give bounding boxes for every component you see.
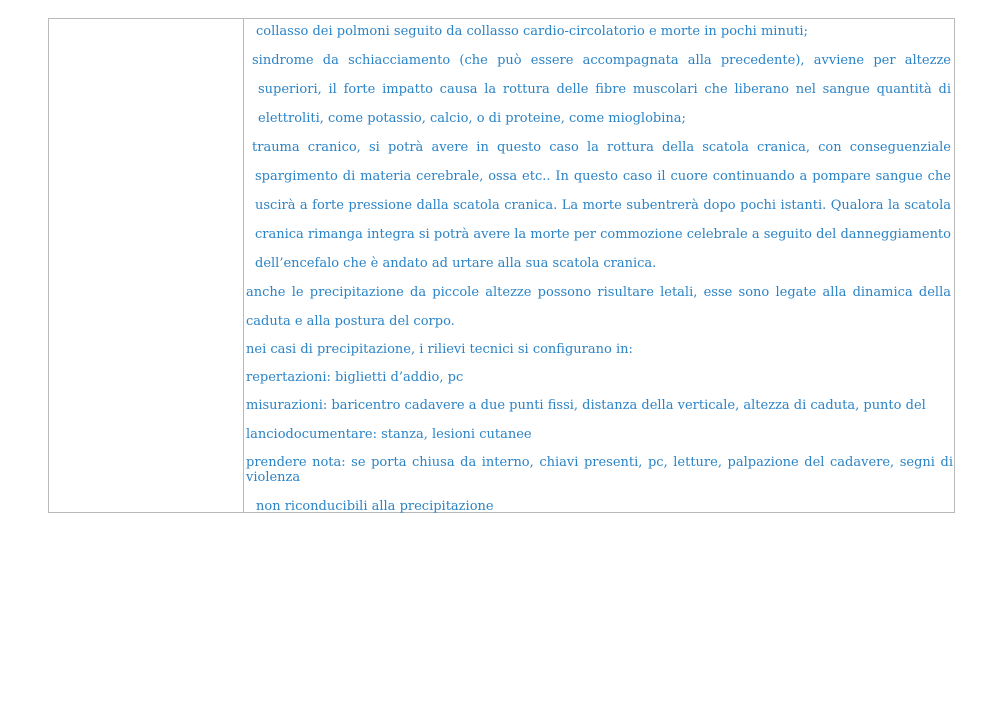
text-line: nei casi di precipitazione, i rilievi tecnici si configurano in:: [246, 342, 633, 357]
text-line: anche le precipitazione da piccole altezze possono risultare letali, esse sono legate alla dinamica della: [246, 285, 951, 300]
text-line: trauma cranico, si potrà avere in questo caso la rottura della scatola cranica, con conseguenziale: [252, 140, 951, 155]
text-line: lanciodocumentare: stanza, lesioni cutanee: [246, 427, 532, 442]
text-line: superiori, il forte impatto causa la rottura delle fibre muscolari che liberano nel sangue quantità di: [258, 82, 951, 97]
text-line: cranica rimanga integra si potrà avere la morte per commozione celebrale a seguito del danneggiamento: [255, 227, 951, 242]
text-line: uscirà a forte pressione dalla scatola cranica. La morte subentrerà dopo pochi istanti. Qualora la scatola: [255, 198, 951, 213]
text-line: violenza: [246, 470, 301, 485]
text-line: collasso dei polmoni seguito da collasso cardio-circolatorio e morte in pochi minuti;: [256, 24, 808, 39]
table-left-cell: [49, 19, 244, 512]
text-line: spargimento di materia cerebrale, ossa etc.. In questo caso il cuore continuando a pompare sangue che: [255, 169, 951, 184]
document-table: [48, 18, 955, 513]
text-line: non riconducibili alla precipitazione: [256, 499, 494, 514]
text-line: elettroliti, come potassio, calcio, o di proteine, come mioglobina;: [258, 111, 686, 126]
text-line: caduta e alla postura del corpo.: [246, 314, 455, 329]
text-line: sindrome da schiacciamento (che può essere accompagnata alla precedente), avviene per altezze: [252, 53, 951, 68]
text-line: prendere nota: se porta chiusa da interno, chiavi presenti, pc, letture, palpazione del cadavere, segni di: [246, 455, 953, 470]
text-line: dell’encefalo che è andato ad urtare alla sua scatola cranica.: [255, 256, 657, 271]
table-right-cell: [244, 19, 954, 512]
text-line: repertazioni: biglietti d’addio, pc: [246, 370, 464, 385]
text-line: misurazioni: baricentro cadavere a due punti fissi, distanza della verticale, altezza di caduta, punto del: [246, 398, 926, 413]
